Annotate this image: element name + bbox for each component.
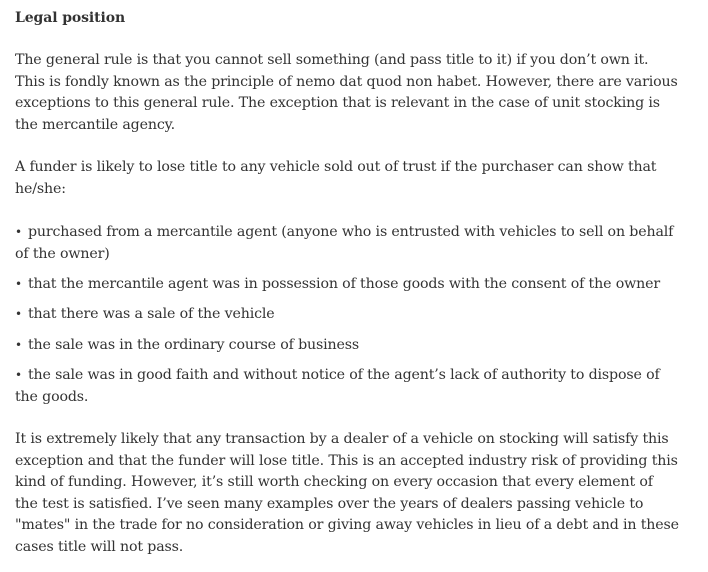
bullet-text: that there was a sale of the vehicle [27, 306, 275, 322]
bullet-text: purchased from a mercantile agent (anyone who is entrusted with vehicles to sell on behalf [27, 224, 674, 240]
paragraph-line: This is fondly known as the principle of nemo dat quod non habet. However, there are various [15, 73, 678, 90]
section-heading: Legal position [15, 10, 126, 26]
bullet-item [15, 335, 359, 357]
paragraph-line: exception and that the funder will lose title. This is an accepted industry risk of providing this [15, 452, 678, 469]
bullet-text: the sale was in the ordinary course of business [27, 337, 360, 353]
bullet-dot: • [15, 277, 22, 291]
bullet-dot: • [15, 368, 22, 382]
bullet-line [15, 365, 660, 387]
paragraph-conclusion [15, 429, 679, 558]
bullet-item [15, 365, 660, 408]
bullet-dot: • [15, 307, 22, 321]
bullet-item [15, 304, 275, 326]
paragraph-line: kind of funding. However, it’s still worth checking on every occasion that every element of [15, 474, 653, 490]
bullet-line [15, 335, 359, 357]
bullet-line [15, 274, 660, 296]
bullet-text: that the mercantile agent was in possession of those goods with the consent of the owner [27, 276, 660, 292]
paragraph-line: the test is satisfied. I’ve seen many examples over the years of dealers passing vehicle to [15, 495, 644, 512]
paragraph-line: A funder is likely to lose title to any vehicle sold out of trust if the purchaser can show that [15, 159, 657, 175]
paragraph-line: cases title will not pass. [15, 538, 184, 555]
paragraph-line: "mates" in the trade for no consideration or giving away vehicles in lieu of a debt and in these [15, 517, 679, 533]
bullet-item [15, 274, 660, 296]
paragraph-line: he/she: [15, 180, 66, 197]
paragraph-funder [15, 157, 656, 200]
bullet-line: of the owner) [15, 245, 110, 262]
bullet-item [15, 222, 673, 265]
bullet-dot: • [15, 225, 22, 239]
paragraph-line: The general rule is that you cannot sell something (and pass title to it) if you don’t own it. [15, 52, 649, 68]
bullet-line: the goods. [15, 388, 89, 405]
paragraph-general-rule [15, 50, 678, 136]
bullet-dot: • [15, 338, 22, 352]
bullet-line [15, 304, 275, 326]
paragraph-line: It is extremely likely that any transaction by a dealer of a vehicle on stocking will satisfy this [15, 431, 669, 447]
paragraph-line: the mercantile agency. [15, 116, 175, 133]
paragraph-line: exceptions to this general rule. The exception that is relevant in the case of unit stocking is [15, 95, 660, 111]
bullet-text: the sale was in good faith and without notice of the agent’s lack of authority to dispose of [27, 367, 660, 383]
bullet-line [15, 222, 673, 244]
